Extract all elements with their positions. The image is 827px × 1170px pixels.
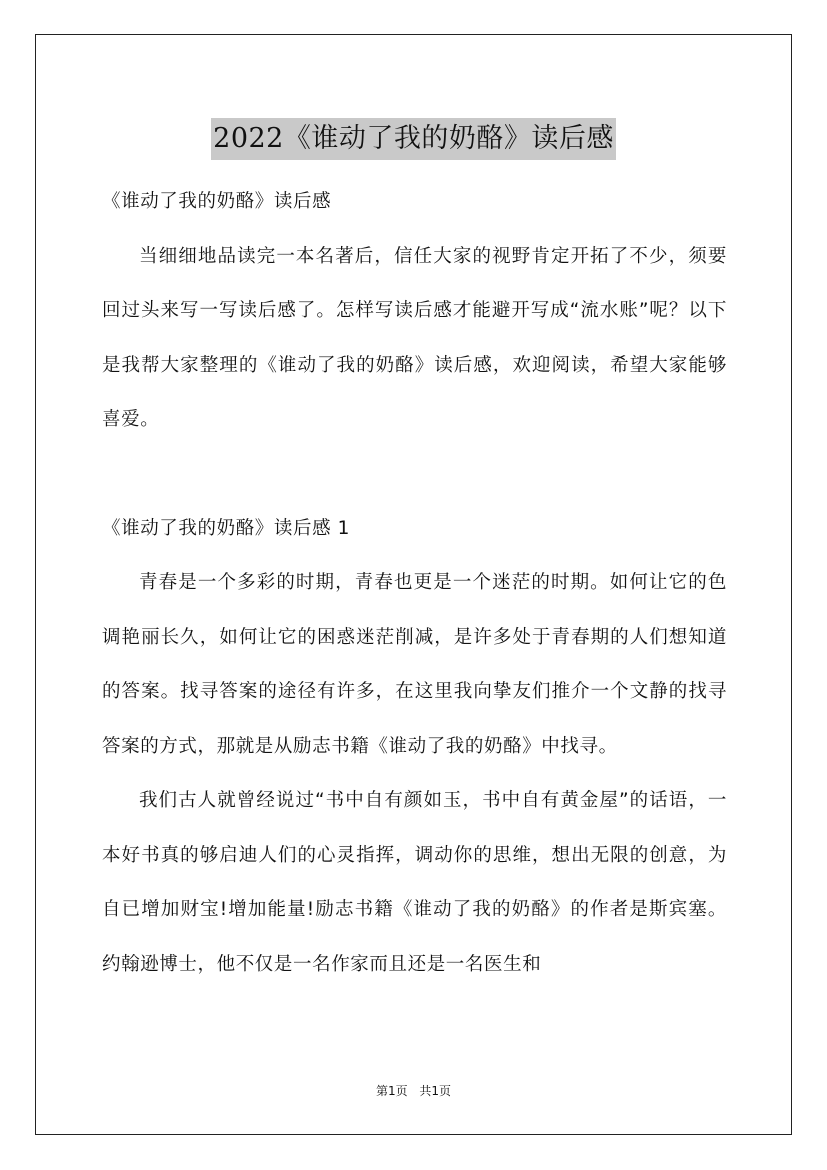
document-subtitle: 《谁动了我的奶酪》读后感 [102,191,332,212]
document-body [102,175,727,992]
section-heading: 《谁动了我的奶酪》读后感 1 [102,517,351,539]
document-title: 2022《谁动了我的奶酪》读后感 [211,118,616,160]
body-paragraph: 青春是一个多彩的时期，青春也更是一个迷茫的时期。如何让它的色调艳丽长久，如何让它的困惑迷茫削减，是许多处于青春期的人们想知道的答案。找寻答案的途径有许多，在这里我向挚友们推介一个文静的找寻答案的方式，那就是从励志书籍《谁动了我的奶酪》中找寻。 [102,572,727,757]
section-spacer [102,448,727,502]
page-number: 第1页 [375,1084,408,1098]
body-paragraph: 我们古人就曾经说过“书中自有颜如玉，书中自有黄金屋”的话语，一本好书真的够启迪人们的心灵指挥，调动你的思维，想出无限的创意，为自已增加财宝!增加能量!励志书籍《谁动了我的奶酪》的作者是斯宾塞。约翰逊博士，他不仅是一名作家而且还是一名医生和 [102,790,727,975]
page-total: 共1页 [419,1084,452,1098]
title-container [0,100,827,178]
page-footer [0,1082,827,1099]
intro-paragraph: 当细细地品读完一本名著后，信任大家的视野肯定开拓了不少，须要回过头来写一写读后感了。怎样写读后感才能避开写成“流水账”呢？以下是我帮大家整理的《谁动了我的奶酪》读后感，欢迎阅读，希望大家能够喜爱。 [102,245,727,430]
